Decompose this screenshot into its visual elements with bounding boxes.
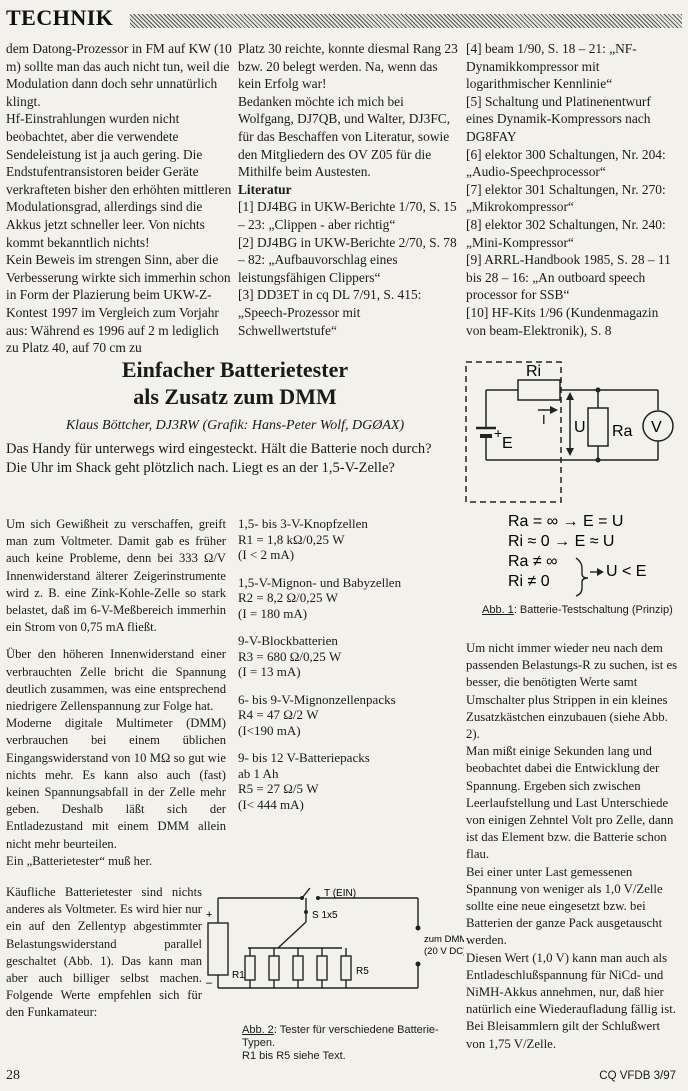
label-e: E xyxy=(502,435,513,452)
spec-line: R1 = 1,8 kΩ/0,25 W xyxy=(238,531,345,547)
literature-heading: Literatur xyxy=(238,181,292,197)
spec-item xyxy=(238,750,448,812)
figure-1 xyxy=(458,340,686,620)
lead-line: Das Handy für unterwegs wird eingesteckt. Hält die Batterie noch durch? xyxy=(6,441,432,457)
paragraph: Bedanken möchte ich mich bei Wolfgang, DJ7QB, und Walter, DJ3FC, für das Beschaffen von Literatur, sowie den Mitgliedern des OV Z05 für die Mithilfe beim Austesten. xyxy=(238,93,451,180)
label-plus: + xyxy=(494,425,503,441)
spec-line: (I< 444 mA) xyxy=(238,796,304,812)
paragraph: Bei einer unter Last gemessenen Spannung von weniger als 1,0 V/Zelle sollte eine neue eingesetzt bzw. bei Batterien der ganze Pack ausgetauscht werden. xyxy=(466,864,663,948)
column-2 xyxy=(238,40,460,339)
column-3 xyxy=(466,40,680,339)
spec-line: R2 = 8,2 Ω/0,25 W xyxy=(238,590,339,605)
literature-item: [10] HF-Kits 1/96 (Kundenmagazin von beam-Elektronik), S. 8 xyxy=(466,304,659,338)
paragraph: Über den höheren Innenwiderstand einer verbrauchten Zelle bricht die Spannung deutlich zusammen, was eine entsprechend niedrigere Zellenspannung zur Folge hat. xyxy=(6,647,226,714)
label-v: V xyxy=(651,419,662,436)
paragraph: Moderne digitale Multimeter (DMM) verbrauchen bei einem üblichen Eingangswiderstand von 10 MΩ so gut wie nichts mehr. Es kann also auch (fast) keinen Spannungsabfall in der Zelle mehr geben. Deshalb läßt sich der Entladezustand mit einem DMM allein nicht mehr beurteilen. xyxy=(6,716,226,851)
label-t: T (EIN) xyxy=(324,888,357,899)
spec-line: 1,5-V-Mignon- und Babyzellen xyxy=(238,574,402,590)
figure-2 xyxy=(198,878,464,1062)
equation: Ri ≈ 0 → E ≈ U xyxy=(508,533,615,550)
spec-item xyxy=(238,633,448,680)
literature-item: [2] DJ4BG in UKW-Berichte 2/70, S. 78 – 82: „Aufbauvorschlag eines leistungsfähigen Clippers“ xyxy=(238,234,457,285)
label-ra: Ra xyxy=(612,423,633,440)
caption-label: Abb. 2 xyxy=(242,1024,274,1036)
label-u: U xyxy=(574,419,586,436)
caption-label: Abb. 1 xyxy=(482,604,514,616)
equation: Ra ≠ ∞ xyxy=(508,553,558,570)
equation: Ri ≠ 0 xyxy=(508,573,550,590)
literature-item: [3] DD3ET in cq DL 7/91, S. 415: „Speech-Prozessor mit Schwellwertstufe“ xyxy=(238,287,422,338)
figure-1-caption xyxy=(482,604,682,616)
battery-test-circuit-diagram xyxy=(458,340,686,620)
label-r5: R5 xyxy=(356,966,369,977)
page-header xyxy=(0,0,688,36)
spec-line: ab 1 Ah xyxy=(238,765,279,781)
spec-line: 9-V-Blockbatterien xyxy=(238,633,338,648)
section-title: TECHNIK xyxy=(6,5,114,30)
label-minus: – xyxy=(206,977,213,989)
paragraph: Um nicht immer wieder neu nach dem passenden Belastungs-R zu suchen, ist es besser, die benötigten Werte samt Umschalter plus Strippen in ein kleines Zusatzkästchen einzubauen (siehe Abb. 2). xyxy=(466,641,678,742)
literature-item: [9] ARRL-Handbook 1985, S. 28 – 11 bis 28 – 16: „An outboard speech processor for SSB“ xyxy=(466,252,671,303)
spec-line: 9- bis 12 V-Batteriepacks xyxy=(238,750,370,765)
paragraph: Platz 30 reichte, konnte diesmal Rang 23 bzw. 20 belegt werden. Na, wenn das kein Erfolg war! xyxy=(238,41,458,92)
header-rule xyxy=(130,14,682,28)
literature-item: [8] elektor 302 Schaltungen, Nr. 240: „Mini-Kompressor“ xyxy=(466,216,666,250)
spec-line: 1,5- bis 3-V-Knopfzellen xyxy=(238,516,368,531)
paragraph: Kein Beweis im strengen Sinn, aber die Verbesserung wirkte sich immerhin schon in Form der Plazierung beim UKW-Z-Kontest 1997 im Vergleich zum Vorjahr aus: Während es 1996 auf 2 m lediglich zu Platz 40, auf 70 cm zu xyxy=(6,252,231,356)
literature-item: [4] beam 1/90, S. 18 – 21: „NF-Dynamikkompressor mit logarithmischer Kennlinie“ xyxy=(466,41,637,92)
article-title xyxy=(6,356,464,410)
spec-item xyxy=(238,516,448,563)
label-dmm: zum DMM xyxy=(424,934,464,945)
body-column-left xyxy=(6,516,226,1022)
label-plus: + xyxy=(206,909,213,921)
literature-item: [6] elektor 300 Schaltungen, Nr. 204: „Audio-Speechprocessor“ xyxy=(466,146,666,180)
paragraph: Käufliche Batterietester sind nichts anderes als Voltmeter. Es wird hier nur ein auf den Zellentyp abgestimmter Belastungswiderstand parallel geschaltet (Abb. 1). Das kann man aber auch billiger selbst machen. Folgende Werte empfehlen sich für den Funkamateur: xyxy=(6,885,202,1020)
paragraph: Diesen Wert (1,0 V) kann man auch als Entladeschlußspannung für NiCd- und NiMH-Akkus annehmen, nur, daß hier natürlich eine Wiederaufladung fällig ist. Bei Bleisammlern gilt der Schlußwert von 1,75 V/Zelle. xyxy=(466,950,676,1051)
paragraph: dem Datong-Prozessor in FM auf KW (10 m) sollte man das auch nicht tun, weil die Modulation dann doch sehr unnatürlich klingt. xyxy=(6,41,232,109)
literature-item: [1] DJ4BG in UKW-Berichte 1/70, S. 15 – 23: „Clippen - aber richtig“ xyxy=(238,199,457,232)
spec-line: (I < 2 mA) xyxy=(238,547,295,562)
label-ri: Ri xyxy=(526,363,542,380)
literature-item: [5] Schaltung und Platinenentwurf eines Dynamik-Kompressors nach DG8FAY xyxy=(466,93,651,144)
literature-item: [7] elektor 301 Schaltungen, Nr. 270: „Mikrokompressor“ xyxy=(466,181,666,215)
article-title-line: Einfacher Batterietester xyxy=(121,357,349,382)
paragraph: Ein „Batterietester“ muß her. xyxy=(6,853,153,868)
equation: Ra = ∞ → E = U xyxy=(508,513,624,530)
label-r1: R1 xyxy=(232,970,245,981)
label-s: S 1x5 xyxy=(312,910,338,921)
spec-line: (I = 180 mA) xyxy=(238,605,308,621)
caption-text: : Batterie-Testschaltung (Prinzip) xyxy=(513,604,673,616)
spec-item xyxy=(238,692,448,739)
caption-text: : Tester für verschiedene Batterie-Typen. xyxy=(242,1024,439,1049)
figure-2-caption xyxy=(242,1024,464,1063)
article-lead xyxy=(6,440,458,478)
article-byline: Klaus Böttcher, DJ3RW (Grafik: Hans-Peter Wolf, DGØAX) xyxy=(65,418,405,433)
spec-line: (I = 13 mA) xyxy=(238,664,301,679)
spec-item xyxy=(238,575,448,622)
caption-line: R1 bis R5 siehe Text. xyxy=(242,1050,346,1062)
body-column-right xyxy=(466,640,680,1053)
paragraph: Hf-Einstrahlungen wurden nicht beobachtet, aber die verwendete Sendeleistung ist ja auch gering. Die Endstufentransistoren beider Geräte verkrafteten bisher den erhöhten mittleren Modulationsgrad, allerdings sind die Akkus jetzt schneller leer. Von nichts kommt bekanntlich nichts! xyxy=(6,111,232,250)
spec-line: R4 = 47 Ω/2 W xyxy=(238,707,319,722)
page-number: 28 xyxy=(6,1068,20,1083)
tester-circuit-diagram xyxy=(198,878,464,1018)
spec-line: R3 = 680 Ω/0,25 W xyxy=(238,648,342,664)
magazine-issue: CQ VFDB 3/97 xyxy=(599,1070,676,1082)
label-i: I xyxy=(542,412,546,427)
equation: U < E xyxy=(606,563,647,580)
spec-line: (I<190 mA) xyxy=(238,722,301,738)
spec-line: 6- bis 9-V-Mignonzellenpacks xyxy=(238,691,396,707)
spec-line: R5 = 27 Ω/5 W xyxy=(238,781,319,796)
article-title-line: als Zusatz zum DMM xyxy=(133,384,337,409)
column-1 xyxy=(6,40,232,357)
resistor-spec-list xyxy=(238,516,448,824)
paragraph: Um sich Gewißheit zu verschaffen, greift man zum Voltmeter. Damit gab es früher auch keine Probleme, denn bei 333 Ω/V Innenwiderstand älterer Zeigerinstrumente wird z. B. eine Zink-Kohle-Zelle so stark belastet, daß im 6-V-Meßbereich immerhin ein Strom von 0,75 mA fließt. xyxy=(6,517,226,635)
lead-line: Die Uhr im Shack geht plötzlich nach. Liegt es an der 1,5-V-Zelle? xyxy=(6,460,395,476)
paragraph: Man mißt einige Sekunden lang und beobachtet dabei die Entwicklung der Spannung. Ergeben sich zwischen Leerlaufstellung und Last Unterschiede von einigen Zehntel Volt pro Zelle, dann ist das Element bzw. die Batterie schon flau. xyxy=(466,744,674,862)
label-dmm-range: (20 V DC) xyxy=(424,946,464,957)
